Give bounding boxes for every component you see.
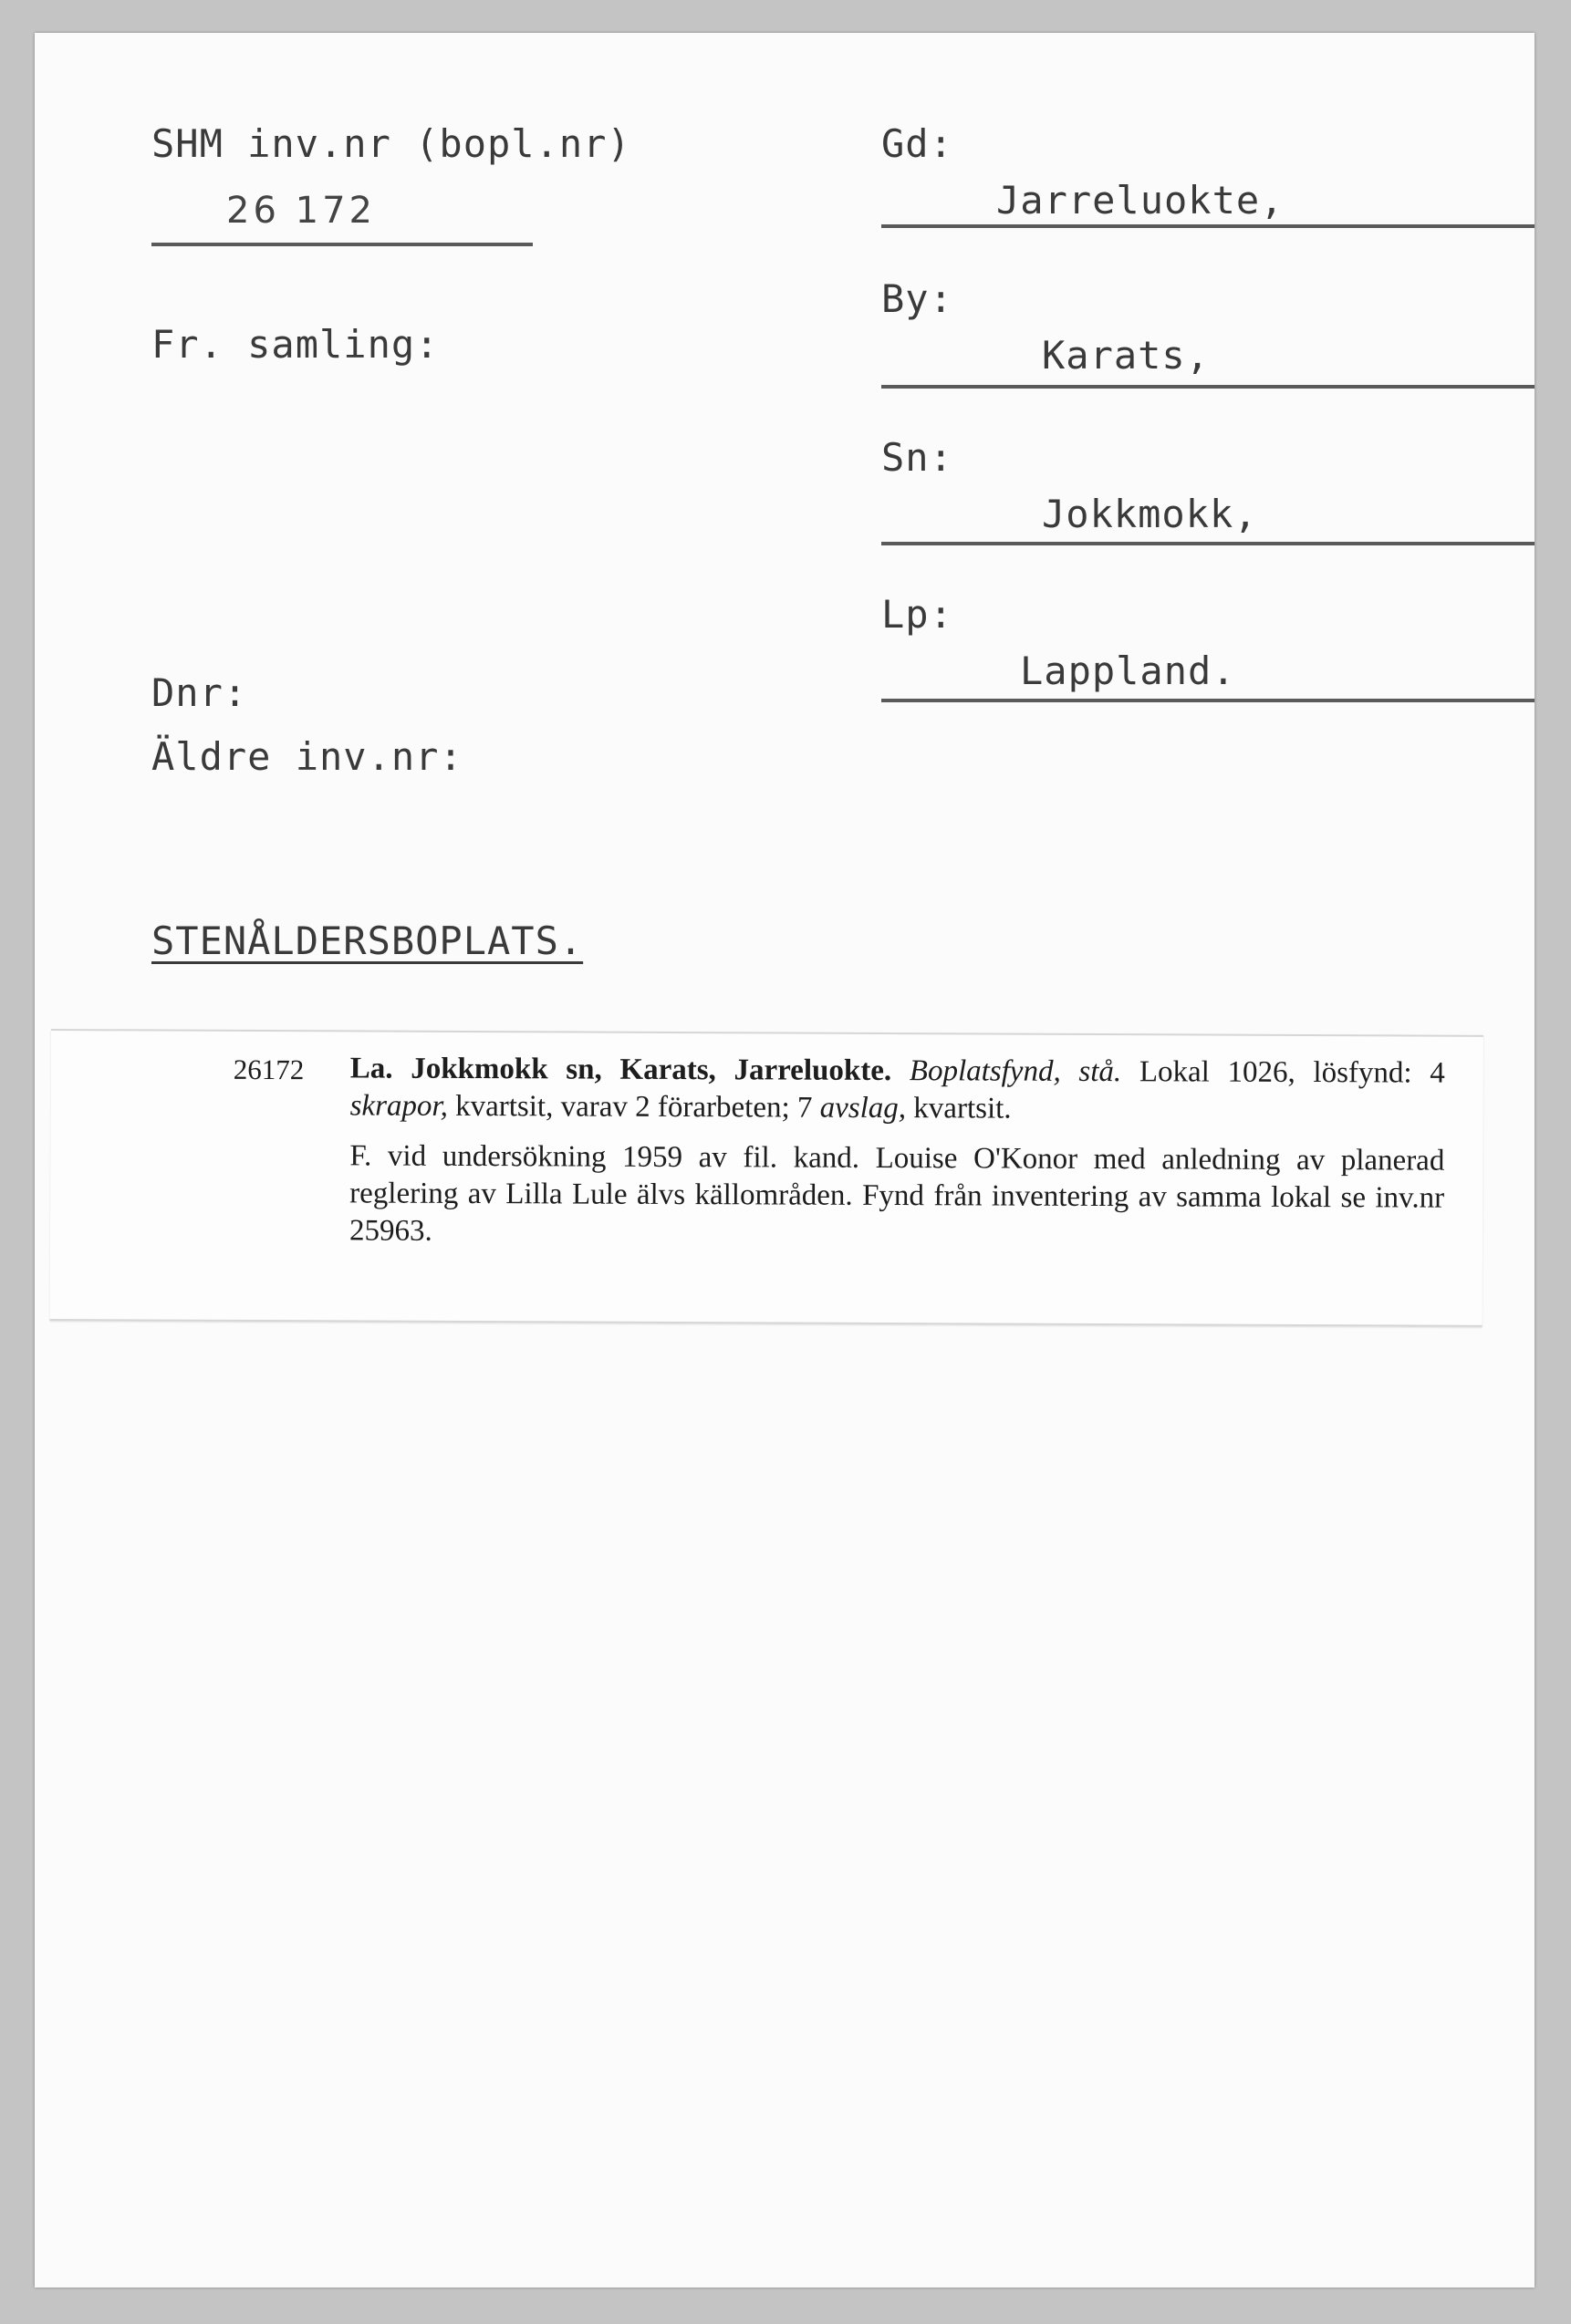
gd-value: Jarreluokte, (996, 178, 1285, 223)
clipping-paragraph-2: F. vid undersökning 1959 av fil. kand. Louise O'Konor med anledning av planerad reglering av Lilla Lule älvs källområden. Fynd från inventering av samma lokal se inv.nr 25963. (349, 1139, 1445, 1248)
by-label: By: (881, 276, 953, 321)
clipping-title: La. Jokkmokk sn, Karats, Jarreluokte. (349, 1052, 892, 1088)
lp-label: Lp: (881, 592, 953, 637)
clipping-text: Lokal 1026, lösfynd: 4 (1139, 1055, 1445, 1090)
fr-samling-label: Fr. samling: (151, 322, 440, 367)
by-rule (881, 385, 1535, 389)
catalog-clipping (50, 1029, 1483, 1327)
clipping-text: kvartsit. (906, 1092, 1012, 1126)
category-heading: STENÅLDERSBOPLATS. (151, 918, 584, 963)
inv-nr-label: SHM inv.nr (bopl.nr) (151, 121, 631, 166)
clipping-body (349, 1050, 1445, 1254)
sn-label: Sn: (881, 435, 953, 480)
clipping-subtitle: Boplatsfynd, stå. (909, 1054, 1122, 1089)
clipping-number: 26172 (233, 1053, 305, 1086)
clipping-paragraph-1 (350, 1050, 1445, 1129)
sn-rule (881, 542, 1535, 545)
sn-value: Jokkmokk, (1042, 492, 1258, 536)
clipping-text: kvartsit, varav 2 förarbeten; 7 (447, 1089, 820, 1125)
gd-label: Gd: (881, 121, 953, 166)
lp-value: Lappland. (1020, 648, 1236, 693)
inv-nr-value: 26 172 (226, 190, 376, 232)
inv-nr-rule (151, 243, 533, 246)
dnr-label: Dnr: (151, 670, 248, 715)
clipping-italic-term: skrapor, (349, 1089, 448, 1123)
catalog-card (35, 33, 1535, 2288)
aldre-inv-label: Äldre inv.nr: (151, 734, 463, 779)
by-value: Karats, (1042, 333, 1211, 378)
clipping-italic-term: avslag, (819, 1091, 907, 1126)
gd-rule (881, 224, 1535, 228)
lp-rule (881, 699, 1535, 702)
